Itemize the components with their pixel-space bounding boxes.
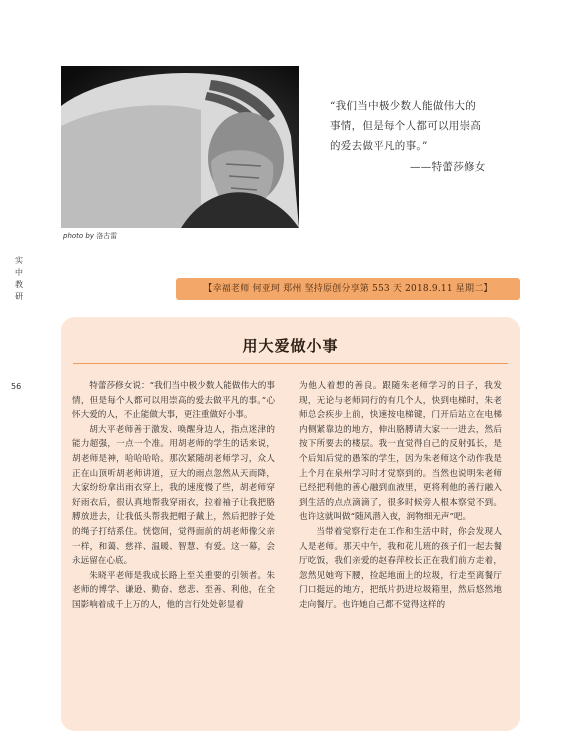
article-card bbox=[61, 317, 520, 731]
caption-photographer: 洛古雷 bbox=[96, 232, 118, 240]
photo-illustration bbox=[61, 66, 299, 228]
side-label-char: 研 bbox=[15, 292, 23, 301]
article-title: 用大爱做小事 bbox=[242, 337, 339, 355]
caption-prefix: photo by bbox=[63, 232, 95, 240]
portrait-photo bbox=[61, 66, 299, 228]
article-column-right bbox=[299, 379, 502, 613]
quote-attribution: ——特蕾莎修女 bbox=[410, 161, 486, 173]
side-label-char: 教 bbox=[15, 280, 23, 289]
article-paragraph: 胡大平老师善于激发、唤醒身边人，指点迷津的能力超强，一点一个准。用胡老师的学生的话来说，胡老师是神，哈哈哈哈。那次紧随胡老师学习，众人正在山顶听胡老师讲道，豆大的雨点忽然从天而降，大家纷纷拿出雨衣穿上，我的速度慢了些，胡老师穿好雨衣后，很认真地帮我穿雨衣，拉着袖子让我把胳膊放进去，让我低头帮我把帽子戴上，然后把脖子处的绳子打结系住。恍惚间，觉得面前的胡老师像父亲一样，和蔼、慈祥、温暖、智慧、有爱。这一幕，会永远留在心底。 bbox=[72, 424, 275, 567]
article-paragraph: 朱晓平老师是我成长路上至关重要的引领者。朱老师的博学、谦逊、勤奋、慈悲、至善、利他，在全国影响着成千上万的人，他的言行处处彰显着 bbox=[72, 570, 275, 610]
photo-caption bbox=[63, 231, 117, 241]
quote-line: “我们当中极少数人能做伟大的 bbox=[330, 100, 477, 112]
article-column-left bbox=[72, 379, 275, 613]
side-label-char: 中 bbox=[15, 268, 23, 277]
side-label-char: 实 bbox=[15, 256, 23, 265]
title-divider bbox=[73, 363, 508, 364]
page-number: 56 bbox=[11, 382, 22, 391]
quote-line: 事情，但是每个人都可以用崇高 bbox=[330, 120, 482, 132]
article-paragraph: 当带着觉察行走在工作和生活中时，你会发现人人是老师。那天中午，我和花儿班的孩子们一起去餐厅吃饭，我们亲爱的赵春萍校长正在我们前方走着，忽然见她弯下腰，捡起地面上的垃圾，行走至离餐厅门口挺远的地方，把纸片扔进垃圾箱里，然后悠然地走向餐厅。也许她自己都不觉得这样的 bbox=[299, 526, 502, 610]
article-paragraph-continued: 为他人着想的善良。跟随朱老师学习的日子，我发现，无论与老师同行的有几个人，快到电梯时，朱老师总会疾步上前，快速按电梯键，门开后站立在电梯内侧紧靠边的地方，伸出胳膊请大家一一进去，然后按下所要去的楼层。我一直觉得自己的反射弧长，是个后知后觉的愚笨的学生，因为朱老师这个动作我是上个月在泉州学习时才觉察到的。当然也说明朱老师已经把利他的善心融到血液里，更将利他的善行融入到生活的点点滴滴了，很多时候旁人根本察觉不到。也许这就叫做“随风潜入夜，润物细无声”吧。 bbox=[299, 381, 502, 523]
section-side-label bbox=[12, 255, 26, 303]
article-paragraph: 特蕾莎修女说：“我们当中极少数人能做伟大的事情，但是每个人都可以用崇高的爱去做平凡的事。”心怀大爱的人，不止能做大事，更注重做好小事。 bbox=[72, 381, 275, 421]
pull-quote bbox=[330, 96, 530, 173]
author-banner: 【幸福老师 何亚珂 郑州 坚持原创分享第 553 天 2018.9.11 星期二】 bbox=[176, 278, 520, 300]
quote-line: 的爱去做平凡的事。” bbox=[330, 140, 428, 152]
